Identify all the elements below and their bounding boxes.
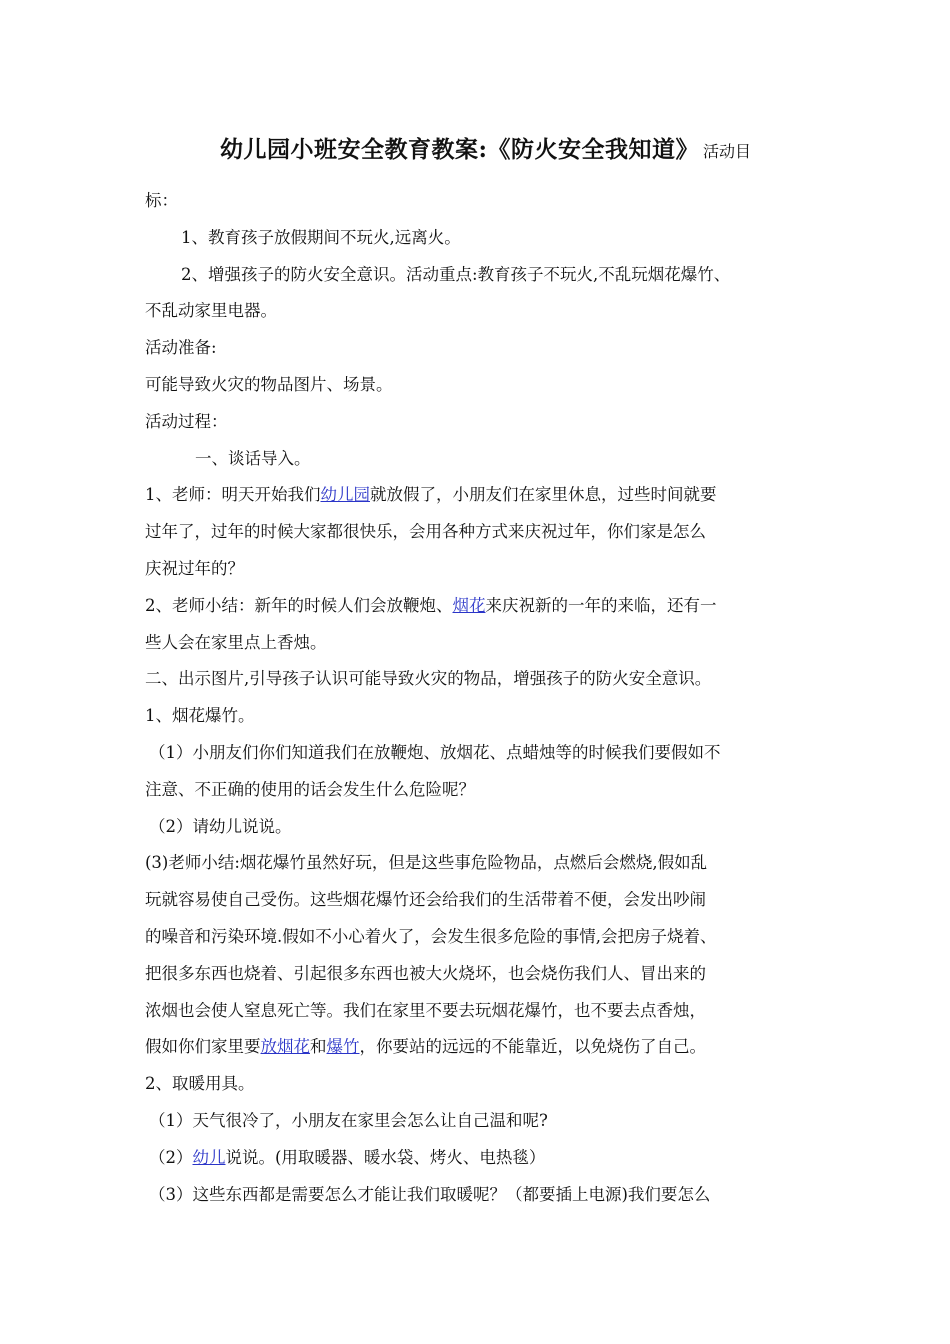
text-run: （2） bbox=[149, 1147, 193, 1167]
paragraph-line: （1）小朋友们你们知道我们在放鞭炮、放烟花、点蜡烛等的时候我们要假如不 bbox=[149, 742, 721, 762]
section-heading-preparation: 活动准备: bbox=[145, 338, 217, 358]
link-firecrackers[interactable]: 爆竹 bbox=[326, 1037, 360, 1057]
goal-item-2: 2、增强孩子的防火安全意识。活动重点:教育孩子不玩火,不乱玩烟花爆竹、 bbox=[181, 264, 731, 284]
sub-heading-fireworks: 1、烟花爆竹。 bbox=[145, 706, 255, 726]
goal-item-1: 1、教育孩子放假期间不玩火,远离火。 bbox=[181, 227, 461, 247]
paragraph-line bbox=[145, 1140, 825, 1177]
paragraph-line: 玩就容易使自己受伤。这些烟花爆竹还会给我们的生活带着不便，会发出吵闹 bbox=[145, 890, 706, 910]
link-fireworks[interactable]: 烟花 bbox=[452, 595, 486, 615]
paragraph-line: (3)老师小结:烟花爆竹虽然好玩，但是这些事危险物品，点燃后会燃烧,假如乱 bbox=[145, 853, 708, 873]
text-run: 2、老师小结：新年的时候人们会放鞭炮、 bbox=[145, 595, 453, 615]
paragraph-line bbox=[145, 1029, 825, 1066]
paragraph-line: 些人会在家里点上香烛。 bbox=[145, 632, 327, 652]
text-run: 和 bbox=[310, 1037, 327, 1057]
document-body bbox=[145, 183, 825, 1213]
step-heading-2: 二、出示图片,引导孩子认识可能导致火灾的物品，增强孩子的防火安全意识。 bbox=[145, 669, 712, 689]
paragraph-line: 可能导致火灾的物品图片、场景。 bbox=[145, 374, 393, 394]
text-run: ，你要站的远远的不能靠近，以免烧伤了自己。 bbox=[359, 1037, 706, 1057]
paragraph-line: 过年了，过年的时候大家都很快乐，会用各种方式来庆祝过年，你们家是怎么 bbox=[145, 522, 706, 542]
title-tail: 活动目 bbox=[703, 142, 752, 161]
paragraph-line: 把很多东西也烧着、引起很多东西也被大火烧坏，也会烧伤我们人、冒出来的 bbox=[145, 963, 706, 983]
paragraph-line: （3）这些东西都是需要怎么才能让我们取暖呢？（都要插上电源)我们要怎么 bbox=[149, 1184, 711, 1204]
paragraph-line bbox=[145, 477, 825, 514]
step-heading-1: 一、谈话导入。 bbox=[195, 448, 311, 468]
title-main: 幼儿园小班安全教育教案:《防火安全我知道》 bbox=[220, 136, 699, 163]
document-title bbox=[220, 132, 820, 170]
text-run: 假如你们家里要 bbox=[145, 1037, 261, 1057]
paragraph-line: 注意、不正确的使用的话会发生什么危险呢？ bbox=[145, 779, 475, 799]
paragraph-line: （1）天气很冷了，小朋友在家里会怎么让自己温和呢? bbox=[149, 1110, 548, 1130]
text-run: 就放假了，小朋友们在家里休息，过些时间就要 bbox=[370, 485, 717, 505]
text-run: 来庆祝新的一年的来临，还有一 bbox=[485, 595, 717, 615]
link-children[interactable]: 幼儿 bbox=[192, 1147, 226, 1167]
text-run: 说说。(用取暖器、暖水袋、烤火、电热毯） bbox=[225, 1147, 546, 1167]
section-heading-process: 活动过程： bbox=[145, 411, 228, 431]
link-set-off-fireworks[interactable]: 放烟花 bbox=[260, 1037, 310, 1057]
paragraph-line: 不乱动家里电器。 bbox=[145, 301, 277, 321]
link-kindergarten[interactable]: 幼儿园 bbox=[320, 485, 370, 505]
paragraph-line: 标： bbox=[145, 191, 178, 210]
paragraph-line bbox=[145, 588, 825, 625]
paragraph-line: 庆祝过年的？ bbox=[145, 558, 244, 578]
sub-heading-heating: 2、取暖用具。 bbox=[145, 1074, 255, 1094]
text-run: 1、老师：明天开始我们 bbox=[145, 485, 321, 505]
paragraph-line: 浓烟也会使人窒息死亡等。我们在家里不要去玩烟花爆竹，也不要去点香烛， bbox=[145, 1000, 706, 1020]
paragraph-line: 的噪音和污染环境.假如不小心着火了，会发生很多危险的事情,会把房子烧着、 bbox=[145, 926, 717, 946]
paragraph-line: （2）请幼儿说说。 bbox=[149, 816, 292, 836]
